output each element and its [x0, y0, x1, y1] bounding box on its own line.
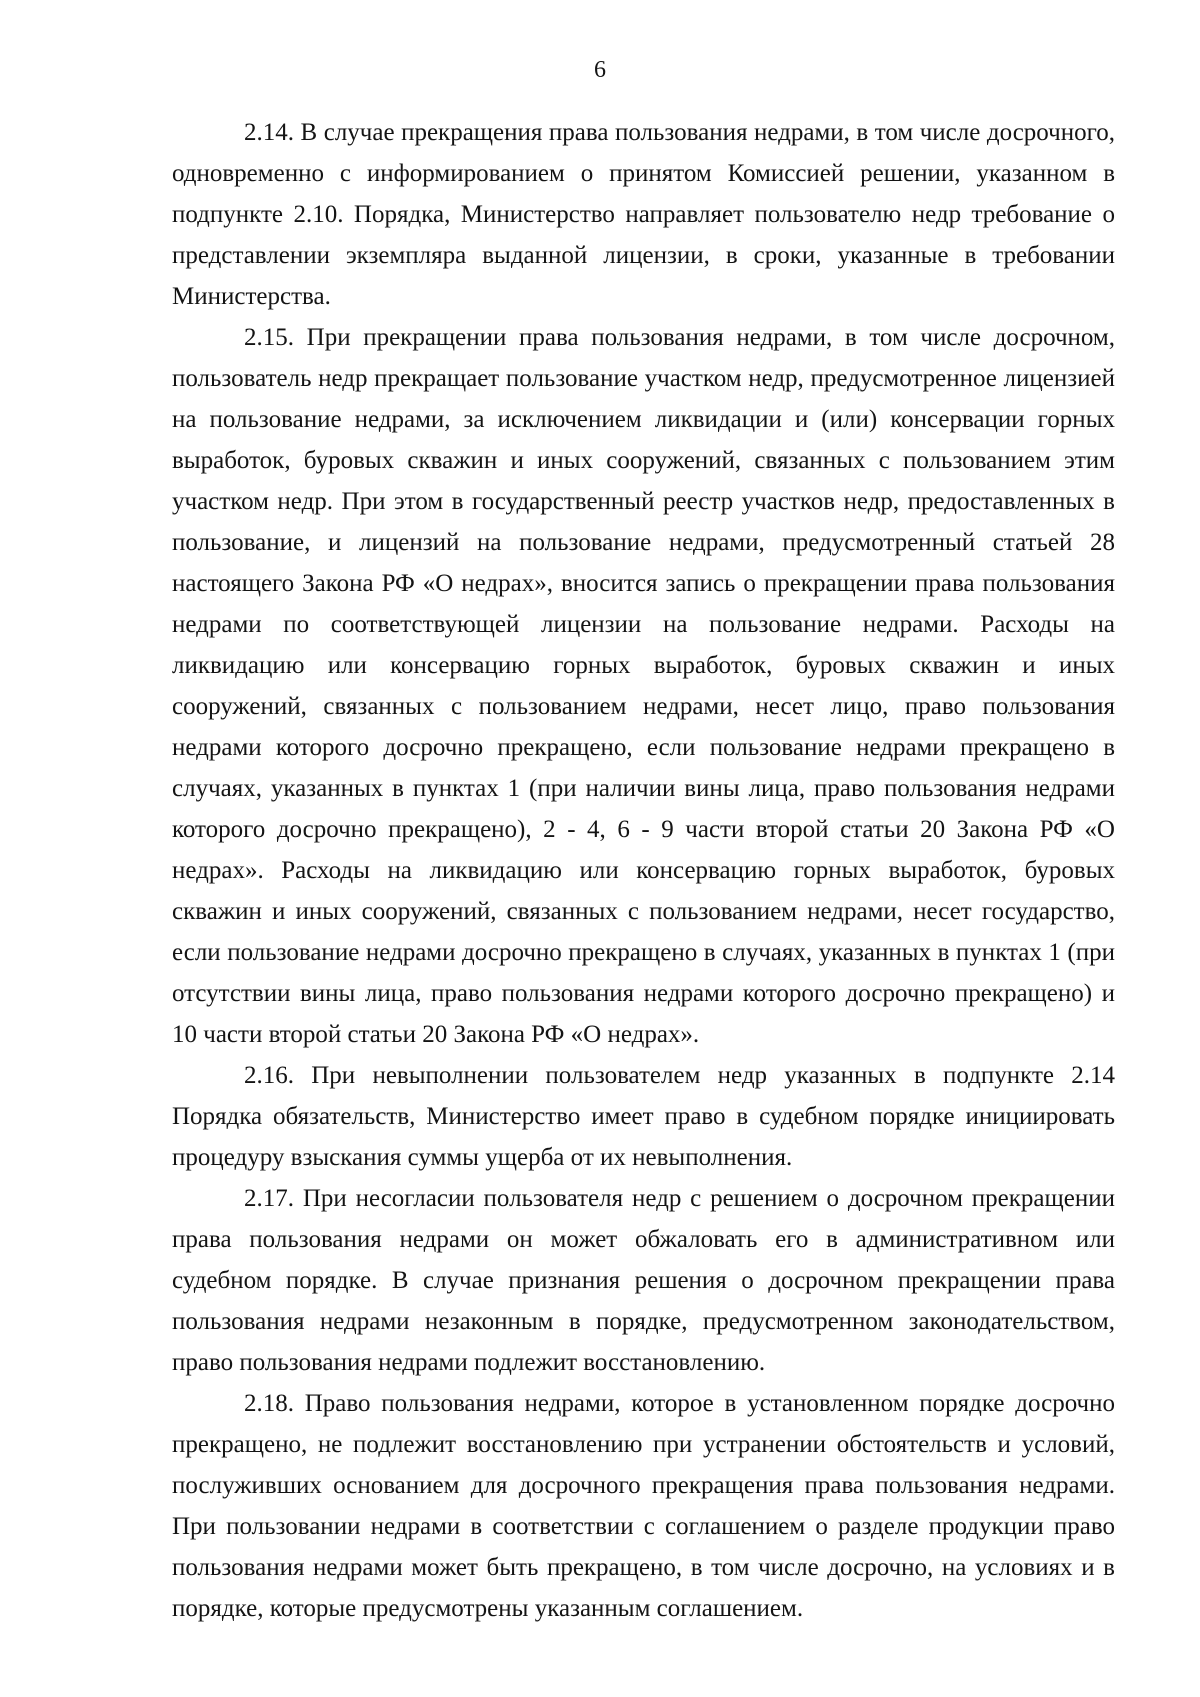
paragraph-2-15: 2.15. При прекращении права пользования недрами, в том числе досрочном, пользователь недр прекращает пользование участком недр, предусмотренное лицензией на пользование недрами, за исключением ликвидации и (или) консервации горных выработок, буровых скважин и иных сооружений, связанных с пользованием этим участком недр. При этом в государственный реестр участков недр, предоставленных в пользование, и лицензий на пользование недрами, предусмотренный статьей 28 настоящего Закона РФ «О недрах», вносится запись о прекращении права пользования недрами по соответствующей лицензии на пользование недрами. Расходы на ликвидацию или консервацию горных выработок, буровых скважин и иных сооружений, связанных с пользованием недрами, несет лицо, право пользования недрами которого досрочно прекращено, если пользование недрами прекращено в случаях, указанных в пунктах 1 (при наличии вины лица, право пользования недрами которого досрочно прекращено), 2 - 4, 6 - 9 части второй статьи 20 Закона РФ «О недрах». Расходы на ликвидацию или консервацию горных выработок, буровых скважин и иных сооружений, связанных с пользованием недрами, несет государство, если пользование недрами досрочно прекращено в случаях, указанных в пунктах 1 (при отсутствии вины лица, право пользования недрами которого досрочно прекращено) и 10 части второй статьи 20 Закона РФ «О недрах». [172, 324, 1115, 1048]
paragraph-2-17: 2.17. При несогласии пользователя недр с решением о досрочном прекращении права пользования недрами он может обжаловать его в административном или судебном порядке. В случае признания решения о досрочном прекращении права пользования недрами незаконным в порядке, предусмотренном законодательством, право пользования недрами подлежит восстановлению. [172, 1185, 1115, 1376]
paragraph-2-14: 2.14. В случае прекращения права пользования недрами, в том числе досрочного, одновременно с информированием о принятом Комиссией решении, указанном в подпункте 2.10. Порядка, Министерство направляет пользователю недр требование о представлении экземпляра выданной лицензии, в сроки, указанные в требовании Министерства. [172, 119, 1115, 310]
paragraph-2-16: 2.16. При невыполнении пользователем недр указанных в подпункте 2.14 Порядка обязательств, Министерство имеет право в судебном порядке инициировать процедуру взыскания суммы ущерба от их невыполнения. [172, 1062, 1115, 1171]
page-number: 6 [594, 57, 606, 83]
document-body [172, 112, 1115, 1629]
paragraph-2-18: 2.18. Право пользования недрами, которое в установленном порядке досрочно прекращено, не подлежит восстановлению при устранении обстоятельств и условий, послуживших основанием для досрочного прекращения права пользования недрами. При пользовании недрами в соответствии с соглашением о разделе продукции право пользования недрами может быть прекращено, в том числе досрочно, на условиях и в порядке, которые предусмотрены указанным соглашением. [172, 1390, 1115, 1622]
